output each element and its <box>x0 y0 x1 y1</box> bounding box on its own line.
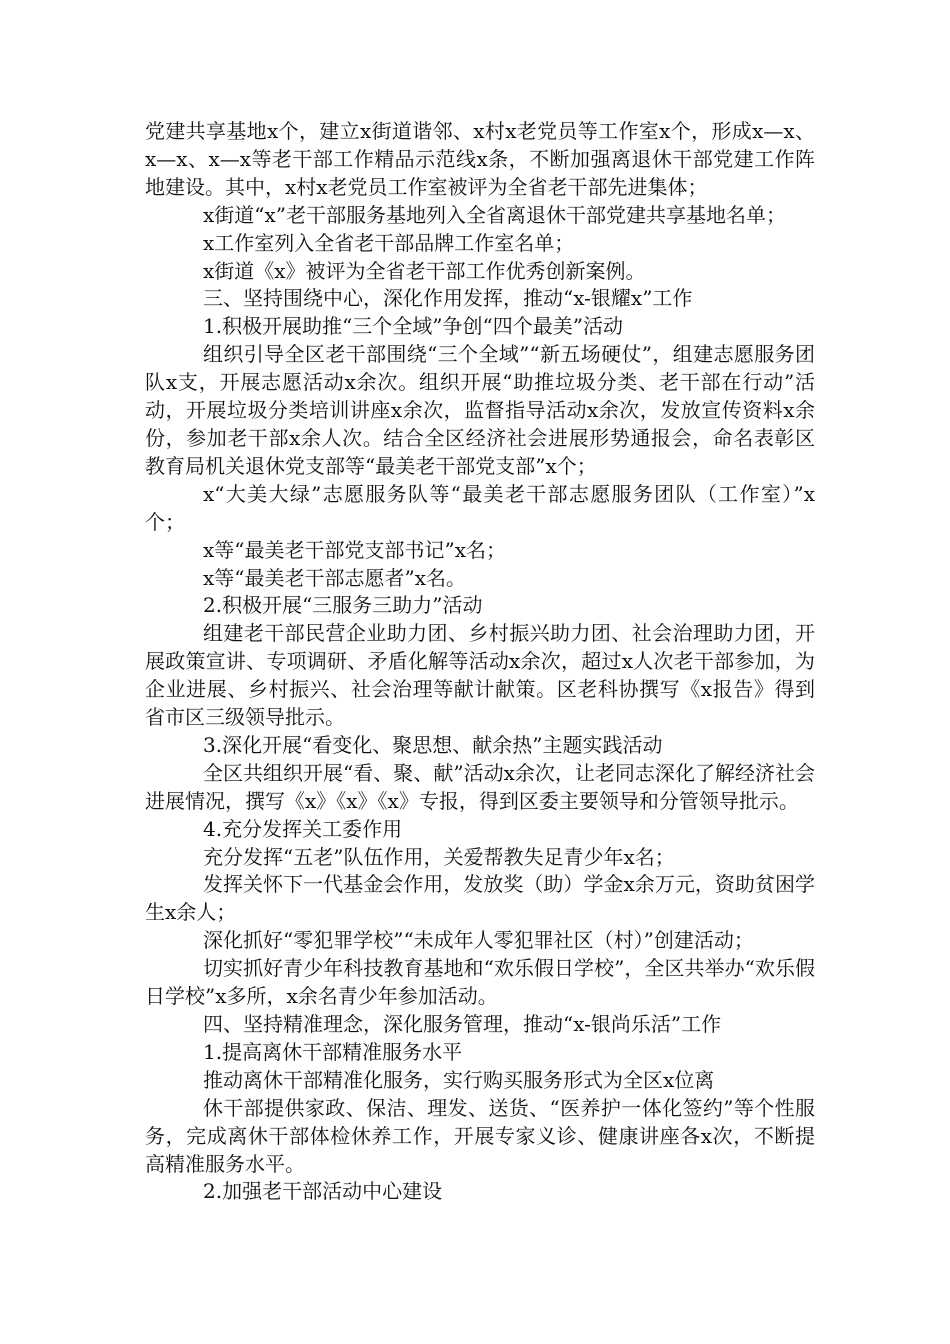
paragraph: x工作室列入全省老干部品牌工作室名单； <box>203 230 575 255</box>
paragraph: 1.积极开展助推“三个全域”争创“四个最美”活动 <box>203 314 623 339</box>
paragraph: 组建老干部民营企业助力团、乡村振兴助力团、社会治理助力团，开展政策宣讲、专项调研、矛盾化解等活动x余次，超过x人次老干部参加，为企业进展、乡村振兴、社会治理等献计献策。区老科协撰写《x报告》得到省市区三级领导批示。 <box>145 621 815 730</box>
paragraph: 深化抓好“零犯罪学校”“未成年人零犯罪社区（村）”创建活动； <box>203 928 754 953</box>
paragraph: 3.深化开展“看变化、聚思想、献余热”主题实践活动 <box>203 732 663 757</box>
paragraph: 1.提高离休干部精准服务水平 <box>203 1039 463 1064</box>
paragraph: 四、坚持精准理念，深化服务管理，推动“x-银尚乐活”工作 <box>203 1012 722 1036</box>
paragraph: x等“最美老干部党支部书记”x名； <box>203 537 507 562</box>
document-page <box>145 118 815 1206</box>
paragraph: 推动离休干部精准化服务，实行购买服务形式为全区x位离 <box>203 1067 715 1092</box>
paragraph: 全区共组织开展“看、聚、献”活动x余次，让老同志深化了解经济社会进展情况，撰写《x》《x》《x》专报，得到区委主要领导和分管领导批示。 <box>145 760 815 813</box>
paragraph: 发挥关怀下一代基金会作用，发放奖（助）学金x余万元，资助贫困学生x余人； <box>145 872 815 925</box>
paragraph: 2.加强老干部活动中心建设 <box>203 1179 443 1204</box>
paragraph: x“大美大绿”志愿服务队等“最美老干部志愿服务团队（工作室）”x个； <box>145 481 815 534</box>
paragraph: 4.充分发挥关工委作用 <box>203 816 403 841</box>
paragraph: 休干部提供家政、保洁、理发、送货、“医养护一体化签约”等个性服务，完成离休干部体检休养工作，开展专家义诊、健康讲座各x次，不断提高精准服务水平。 <box>145 1095 815 1176</box>
paragraph: 组织引导全区老干部围绕“三个全域”“新五场硬仗”，组建志愿服务团队x支，开展志愿活动x余次。组织开展“助推垃圾分类、老干部在行动”活动，开展垃圾分类培训讲座x余次，监督指导活动x余次，发放宣传资料x余份，参加老干部x余人次。结合全区经济社会进展形势通报会，命名表彰区教育局机关退休党支部等“最美老干部党支部”x个； <box>145 342 815 478</box>
paragraph: x等“最美老干部志愿者”x名。 <box>203 565 467 590</box>
paragraph: x街道“x”老干部服务基地列入全省离退休干部党建共享基地名单； <box>203 202 787 227</box>
paragraph: 切实抓好青少年科技教育基地和“欢乐假日学校”，全区共举办“欢乐假日学校”x多所，x余名青少年参加活动。 <box>145 956 815 1009</box>
paragraph: 三、坚持围绕中心，深化作用发挥，推动“x-银耀x”工作 <box>203 286 693 311</box>
paragraph: 充分发挥“五老”队伍作用，关爱帮教失足青少年x名； <box>203 844 675 869</box>
paragraph: x街道《x》被评为全省老干部工作优秀创新案例。 <box>203 258 646 283</box>
paragraph: 2.积极开展“三服务三助力”活动 <box>203 593 483 618</box>
paragraph: 党建共享基地x个，建立x街道谐邻、x村x老党员等工作室x个，形成x—x、x—x、x—x等老干部工作精品示范线x条，不断加强离退休干部党建工作阵地建设。其中，x村x老党员工作室被评为全省老干部先进集体； <box>145 119 815 199</box>
